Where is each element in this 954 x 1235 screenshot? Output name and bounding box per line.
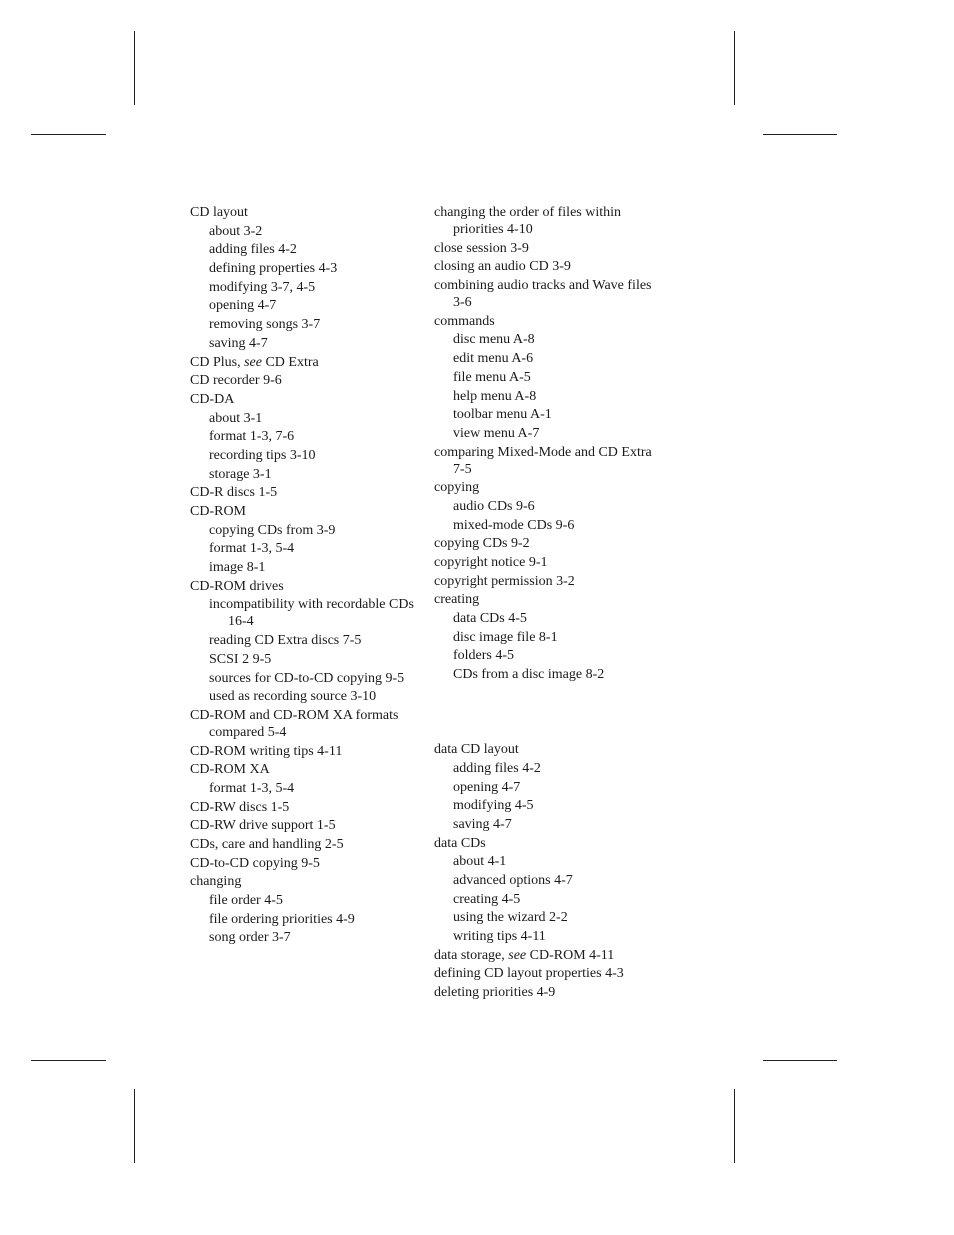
index-entry bbox=[434, 313, 666, 330]
entry-text: deleting priorities 4-9 bbox=[434, 985, 556, 1001]
entry-text: copyright permission 3-2 bbox=[434, 573, 575, 589]
index-entry bbox=[190, 799, 422, 816]
entry-text: used as recording source 3-10 bbox=[209, 689, 377, 705]
entry-text: copying CDs 9-2 bbox=[434, 536, 530, 552]
index-subentry bbox=[453, 388, 666, 405]
entry-text: modifying 3-7, 4-5 bbox=[209, 279, 316, 295]
index-subentry bbox=[453, 928, 666, 945]
index-subentry bbox=[453, 891, 666, 908]
entry-text: CD-ROM bbox=[190, 504, 247, 519]
entry-text: mixed-mode CDs 9-6 bbox=[453, 517, 575, 533]
entry-text: file menu A-5 bbox=[453, 369, 531, 385]
index-subentry bbox=[209, 335, 422, 352]
entry-text: data CDs 4-5 bbox=[453, 611, 527, 627]
index-subentry bbox=[209, 522, 422, 539]
index-subentry bbox=[209, 223, 422, 240]
entry-text: copying bbox=[434, 480, 480, 496]
index-subentry bbox=[453, 629, 666, 646]
index-subentry bbox=[209, 540, 422, 557]
entry-text: format 1-3, 7-6 bbox=[209, 429, 295, 445]
index-subentry bbox=[209, 929, 422, 946]
entry-text: changing the order of files within priorities 4-10 bbox=[434, 205, 622, 237]
entry-text: CD-ROM writing tips 4-11 bbox=[190, 743, 343, 759]
entry-text: opening 4-7 bbox=[209, 298, 277, 314]
entry-text: combining audio tracks and Wave files 3-6 bbox=[434, 278, 652, 311]
index-subentry bbox=[209, 428, 422, 445]
entry-text: CDs from a disc image 8-2 bbox=[453, 667, 605, 683]
entry-text: folders 4-5 bbox=[453, 648, 515, 664]
entry-text: copyright notice 9-1 bbox=[434, 555, 548, 570]
index-column-left bbox=[190, 204, 422, 948]
entry-text: using the wizard 2-2 bbox=[453, 910, 568, 926]
index-entry bbox=[434, 204, 666, 238]
index-entry bbox=[434, 554, 666, 571]
index-entry bbox=[190, 743, 422, 760]
entry-text: about 4-1 bbox=[453, 854, 507, 870]
index-column-right bbox=[434, 204, 666, 1003]
crop-mark-top-right-horizontal bbox=[763, 134, 837, 135]
index-entry bbox=[190, 391, 422, 408]
index-subentry bbox=[209, 651, 422, 668]
entry-text: format 1-3, 5-4 bbox=[209, 541, 295, 557]
index-subentry bbox=[453, 797, 666, 814]
index-entry bbox=[434, 479, 666, 496]
index-entry bbox=[434, 591, 666, 608]
index-entry bbox=[434, 277, 666, 311]
entry-text: CD-to-CD copying 9-5 bbox=[190, 855, 320, 871]
entry-text: data CDs bbox=[434, 835, 486, 851]
index-entry bbox=[434, 240, 666, 257]
index-entry bbox=[190, 578, 422, 595]
crop-mark-top-right-vertical bbox=[734, 31, 735, 105]
index-subentry bbox=[209, 241, 422, 258]
entry-text: opening 4-7 bbox=[453, 779, 521, 795]
index-entry bbox=[434, 573, 666, 590]
entry-text: edit menu A-6 bbox=[453, 351, 534, 367]
index-subentry bbox=[453, 369, 666, 386]
index-entry bbox=[434, 535, 666, 552]
entry-text: saving 4-7 bbox=[209, 335, 268, 351]
entry-text: reading CD Extra discs 7-5 bbox=[209, 633, 362, 649]
index-entry bbox=[434, 741, 666, 758]
entry-text: storage 3-1 bbox=[209, 466, 272, 482]
index-entry bbox=[190, 855, 422, 872]
entry-text: CD-ROM drives bbox=[190, 578, 284, 594]
index-subentry bbox=[453, 872, 666, 889]
index-entry bbox=[434, 258, 666, 275]
entry-text: CD recorder 9-6 bbox=[190, 373, 282, 389]
index-subentry bbox=[453, 666, 666, 683]
entry-text: changing bbox=[190, 874, 242, 890]
entry-text: format 1-3, 5-4 bbox=[209, 780, 295, 796]
index-subentry bbox=[453, 498, 666, 515]
entry-text: saving 4-7 bbox=[453, 816, 512, 832]
crop-mark-top-left-vertical bbox=[134, 31, 135, 105]
see-target: CD-ROM 4-11 bbox=[526, 947, 615, 963]
index-subentry bbox=[209, 596, 422, 630]
entry-text: close session 3-9 bbox=[434, 240, 529, 256]
index-subentry bbox=[209, 447, 422, 464]
index-subentry bbox=[453, 610, 666, 627]
entry-text: data storage, bbox=[434, 947, 509, 963]
entry-text: creating bbox=[434, 592, 480, 608]
index-subentry bbox=[453, 779, 666, 796]
entry-text: image 8-1 bbox=[209, 560, 266, 576]
entry-text: recording tips 3-10 bbox=[209, 447, 316, 463]
entry-text: audio CDs 9-6 bbox=[453, 498, 535, 514]
index-subentry bbox=[453, 909, 666, 926]
entry-text: CD-RW discs 1-5 bbox=[190, 799, 290, 815]
entry-text: CD-R discs 1-5 bbox=[190, 485, 278, 501]
entry-text: CD-RW drive support 1-5 bbox=[190, 818, 336, 834]
index-entry bbox=[434, 835, 666, 852]
entry-text: song order 3-7 bbox=[209, 930, 291, 946]
entry-text: defining properties 4-3 bbox=[209, 261, 338, 277]
entry-text: CD-ROM XA bbox=[190, 762, 270, 778]
index-subentry bbox=[209, 688, 422, 705]
entry-text: sources for CD-to-CD copying 9-5 bbox=[209, 670, 405, 686]
entry-text: CD-DA bbox=[190, 391, 235, 407]
index-subentry bbox=[453, 425, 666, 442]
entry-text: writing tips 4-11 bbox=[453, 929, 546, 944]
index-entry bbox=[190, 836, 422, 853]
entry-text: adding files 4-2 bbox=[209, 242, 297, 258]
entry-text: CD-ROM and CD-ROM XA formats compared 5-4 bbox=[190, 707, 399, 740]
index-entry bbox=[190, 354, 422, 371]
index-entry bbox=[190, 503, 422, 520]
see-target: CD Extra bbox=[261, 354, 319, 370]
index-entry bbox=[434, 947, 666, 964]
entry-text: CDs, care and handling 2-5 bbox=[190, 837, 344, 852]
index-subentry bbox=[453, 331, 666, 348]
entry-text: CD Plus, bbox=[190, 354, 245, 370]
entry-text: commands bbox=[434, 313, 495, 329]
see-reference: see bbox=[244, 354, 262, 370]
index-entry bbox=[190, 204, 422, 221]
index-subentry bbox=[209, 670, 422, 687]
index-subentry bbox=[209, 632, 422, 649]
entry-text: incompatibility with recordable CDs 16-4 bbox=[209, 597, 414, 630]
entry-text: disc image file 8-1 bbox=[453, 629, 558, 645]
index-subentry bbox=[209, 466, 422, 483]
entry-text: help menu A-8 bbox=[453, 388, 537, 404]
index-entry bbox=[434, 984, 666, 1001]
entry-text: modifying 4-5 bbox=[453, 798, 534, 814]
index-subentry bbox=[209, 559, 422, 576]
entry-text: defining CD layout properties 4-3 bbox=[434, 966, 624, 982]
index-subentry bbox=[209, 297, 422, 314]
index-subentry bbox=[209, 279, 422, 296]
entry-text: comparing Mixed-Mode and CD Extra 7-5 bbox=[434, 444, 652, 477]
index-entry bbox=[190, 817, 422, 834]
entry-text: adding files 4-2 bbox=[453, 760, 541, 776]
index-entry bbox=[434, 965, 666, 982]
entry-text: view menu A-7 bbox=[453, 425, 540, 441]
index-subentry bbox=[453, 816, 666, 833]
entry-text: about 3-2 bbox=[209, 223, 263, 239]
index-entry bbox=[190, 372, 422, 389]
index-subentry bbox=[453, 406, 666, 423]
see-reference: see bbox=[508, 947, 527, 963]
entry-text: disc menu A-8 bbox=[453, 332, 535, 348]
entry-text: copying CDs from 3-9 bbox=[209, 522, 336, 538]
index-subentry bbox=[453, 853, 666, 870]
index-entry bbox=[434, 444, 666, 478]
index-entry bbox=[190, 707, 422, 741]
index-subentry bbox=[209, 260, 422, 277]
index-subentry bbox=[453, 760, 666, 777]
index-subentry bbox=[209, 410, 422, 427]
index-subentry bbox=[209, 316, 422, 333]
crop-mark-bottom-left-vertical bbox=[134, 1089, 135, 1163]
crop-mark-bottom-right-horizontal bbox=[763, 1060, 837, 1061]
index-subentry bbox=[209, 911, 422, 928]
index-subentry bbox=[209, 780, 422, 797]
entry-text: advanced options 4-7 bbox=[453, 872, 573, 888]
index-subentry bbox=[209, 892, 422, 909]
crop-mark-bottom-left-horizontal bbox=[31, 1060, 106, 1061]
index-subentry bbox=[453, 647, 666, 664]
entry-text: file order 4-5 bbox=[209, 893, 283, 909]
crop-mark-top-left-horizontal bbox=[31, 134, 106, 135]
entry-text: removing songs 3-7 bbox=[209, 317, 321, 333]
entry-text: SCSI 2 9-5 bbox=[209, 651, 272, 667]
entry-text: toolbar menu A-1 bbox=[453, 407, 552, 423]
entry-text: CD layout bbox=[190, 205, 248, 220]
entry-text: data CD layout bbox=[434, 742, 519, 758]
entry-text: file ordering priorities 4-9 bbox=[209, 911, 355, 927]
entry-text: creating 4-5 bbox=[453, 891, 521, 907]
entry-text: about 3-1 bbox=[209, 410, 263, 426]
index-entry bbox=[190, 761, 422, 778]
index-entry bbox=[190, 873, 422, 890]
index-entry bbox=[190, 484, 422, 501]
index-subentry bbox=[453, 350, 666, 367]
crop-mark-bottom-right-vertical bbox=[734, 1089, 735, 1163]
entry-text: closing an audio CD 3-9 bbox=[434, 259, 571, 275]
index-subentry bbox=[453, 517, 666, 534]
